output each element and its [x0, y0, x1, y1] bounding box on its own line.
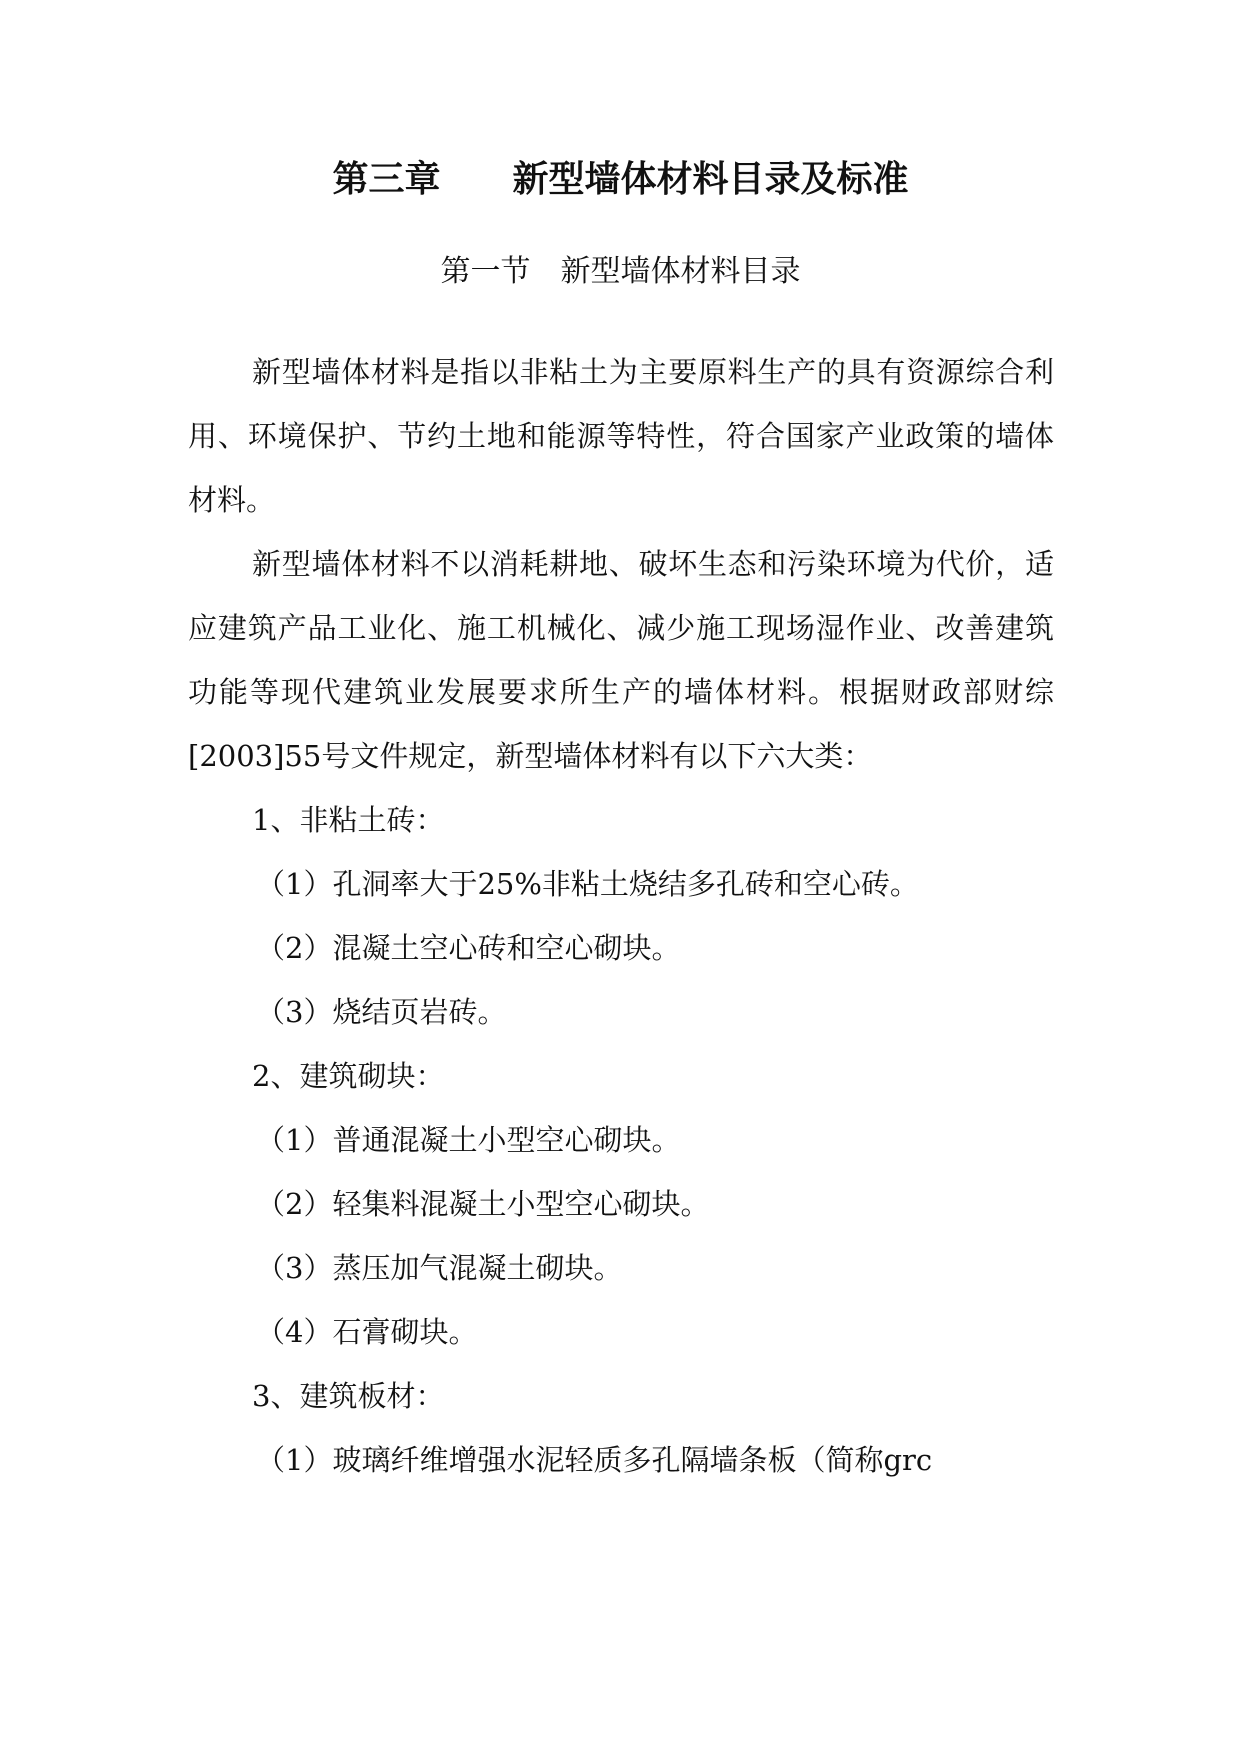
section-title: 第一节 新型墙体材料目录	[440, 254, 801, 289]
list-item: （3）烧结页岩砖。	[256, 995, 507, 1029]
category-heading-non-clay-brick: 1、非粘土砖：	[252, 803, 445, 837]
paragraph-definition: 新型墙体材料是指以非粘土为主要原料生产的具有资源综合利用、环境保护、节约土地和能源等特性，符合国家产业政策的墙体材料。	[188, 355, 1054, 517]
list-item: （4）石膏砌块。	[256, 1315, 478, 1349]
paragraph-requirements: 新型墙体材料不以消耗耕地、破坏生态和污染环境为代价，适应建筑产品工业化、施工机械化、减少施工现场湿作业、改善建筑功能等现代建筑业发展要求所生产的墙体材料。根据财政部财综[2003]55号文件规定，新型墙体材料有以下六大类：	[188, 547, 1054, 773]
list-item: （1）玻璃纤维增强水泥轻质多孔隔墙条板（简称grc	[256, 1443, 933, 1477]
list-item: （1）普通混凝土小型空心砌块。	[256, 1123, 681, 1157]
list-item: （2）轻集料混凝土小型空心砌块。	[256, 1187, 710, 1221]
list-item: （1）孔洞率大于25%非粘土烧结多孔砖和空心砖。	[256, 867, 919, 901]
list-item: （2）混凝土空心砖和空心砌块。	[256, 931, 681, 965]
list-item: （3）蒸压加气混凝土砌块。	[256, 1251, 623, 1285]
chapter-title: 第三章 新型墙体材料目录及标准	[332, 159, 909, 200]
category-heading-building-board: 3、建筑板材：	[252, 1379, 445, 1413]
body-text	[188, 340, 1054, 1492]
category-heading-building-block: 2、建筑砌块：	[252, 1059, 445, 1093]
